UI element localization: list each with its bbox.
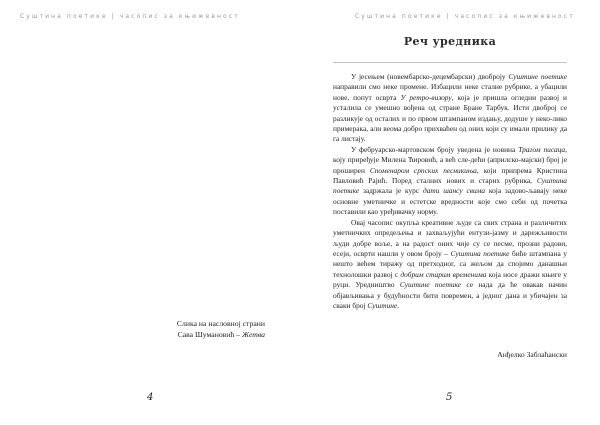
text-run: направили смо неке промене. Избацили неке сталне рубрике, а убацили нове, попут осврта [333, 82, 567, 102]
italic-title-run: Суштина поетике [333, 176, 567, 196]
italic-title-run: Суштине поетике [399, 280, 462, 290]
editorial-paragraph [333, 72, 567, 145]
editorial-paragraph [333, 145, 567, 218]
page-number-left: 4 [147, 392, 154, 403]
text-run: , која је пришла огледни развој и усталила се умешно вођена од стране Бране Тарбук. Исти двоброј се разликује од осталих и по првом штампаном издању, додуше у неко-лико примерака, али веома добро прихваћен од оних који су имали прилику да га листају. [333, 92, 567, 144]
editorial-title: Реч уредника [403, 35, 497, 48]
italic-title-run: Суштине [367, 300, 398, 310]
text-run: . [397, 300, 400, 310]
caption-artist: Сава Шумановић – [177, 330, 242, 339]
text-run: која задово-љавају неке основне уметничке и естетске вредности које смо себи од почетка поставили као уређивачку норму. [333, 186, 567, 217]
text-run: , који припрема Кристина Павловић Рајић. Поред сталних нових и старих рубрика, [333, 165, 567, 186]
text-run: У фебруарско-мартовском броју уведена је новина [351, 144, 519, 154]
editorial-paragraph [333, 218, 567, 312]
text-run: биће штампана у нешто већем тиражу од претходног, са жељом да спојимо данашњи технолошки развој с [333, 248, 567, 279]
caption-artwork-title: Жетва [241, 330, 265, 339]
text-run: Овај часопис окупља креативне људе са свих страна и различитих уметничких опредељења и захваљујући ентузи-јазму и дарежљивости људи добре воље, а на радост оних чије су се песме, прозни радови, есеји, осврти нашли у овом броју – [333, 217, 567, 258]
italic-title-run: Споменаром српских песникиња [369, 165, 477, 175]
running-head-left: Суштина поетике | часопис за књижевност [20, 13, 240, 20]
text-run: У јесењем (новембарско-децембарски) двоброју [351, 72, 509, 81]
editor-signature: Анђелко Заблаћански [497, 350, 567, 359]
italic-title-run: Трагом писаца [518, 144, 566, 154]
caption-line-2 [177, 329, 265, 340]
right-page [300, 0, 600, 425]
italic-title-run: добрим старим временима [400, 269, 487, 279]
cover-image-caption [177, 318, 265, 340]
italic-title-run: Суштина поетике [450, 248, 510, 258]
caption-line-1: Слика на насловној страни [176, 319, 265, 328]
running-head-right: Суштина поетике | часопис за књижевност [355, 13, 575, 20]
editorial-body [333, 72, 567, 311]
text-run: се нада да ће овакав начин објављивања у будућности бити повремен, а једног дана и убичајен за сваки број [333, 280, 567, 310]
italic-title-run: У ретро-визору [400, 92, 452, 102]
page-number-right: 5 [446, 392, 453, 403]
title-divider [333, 62, 567, 63]
text-run: која носе дражи књиге у руци. Уредништво [333, 269, 568, 290]
italic-title-run: дати шансу свима [422, 186, 486, 196]
text-run: задржала је курс [359, 186, 423, 196]
italic-title-run: Суштине поетике [508, 72, 567, 81]
text-run: , коју приређује Милена Ћировић, а већ сле-дећи (априлско-мајски) број је проширен [333, 144, 567, 175]
